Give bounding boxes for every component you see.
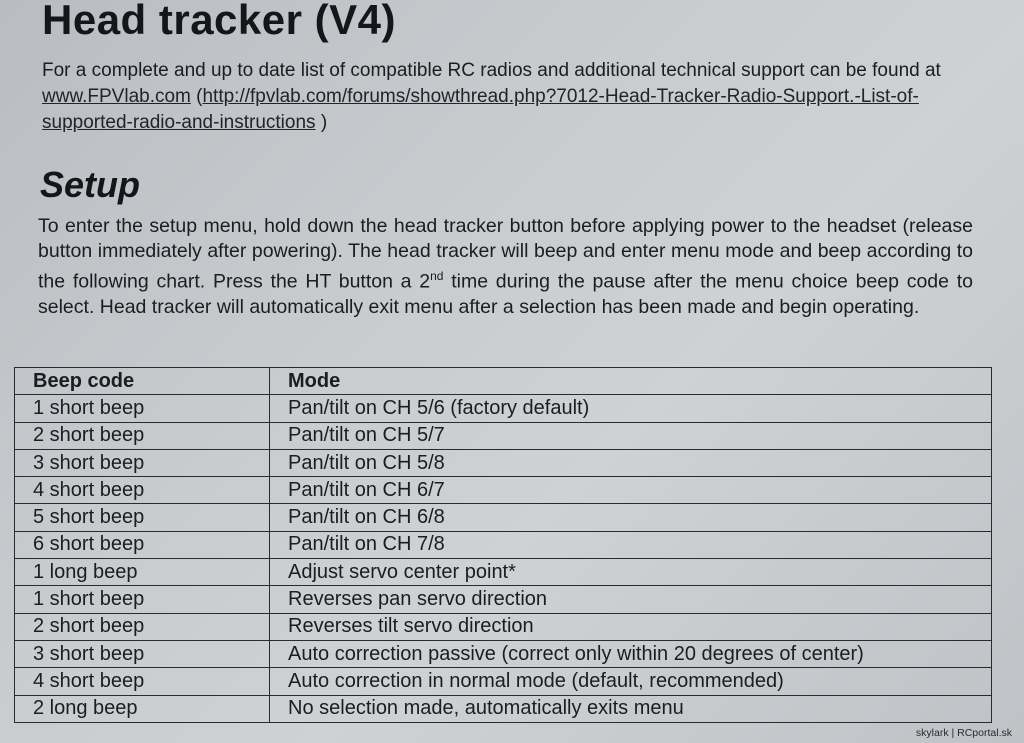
beep-code-cell: 6 short beep [15,531,270,558]
photo-credit: skylark | RCportal.sk [915,727,1012,739]
mode-cell: Pan/tilt on CH 5/6 (factory default) [270,395,992,422]
beep-code-cell: 4 short beep [15,668,270,695]
page-title: Head tracker (V4) [42,0,396,43]
beep-code-cell: 5 short beep [15,504,270,531]
table-row [15,395,992,422]
header-beep-code: Beep code [15,368,270,395]
beep-code-cell: 1 short beep [15,395,270,422]
setup-heading: Setup [40,164,141,205]
fpvlab-forum-link[interactable]: http://fpvlab.com/forums/showthread.php?7012-Head-Tracker-Radio-Support.-List-of-supported-radio-and-instructions [42,86,919,133]
mode-cell: Pan/tilt on CH 6/7 [270,477,992,504]
table-row [15,422,992,449]
beep-code-cell: 2 short beep [15,422,270,449]
mode-cell: Reverses pan servo direction [270,586,992,613]
beep-code-table [14,367,992,723]
table-row [15,613,992,640]
fpvlab-site-link[interactable]: www.FPVlab.com [42,86,191,107]
table-row [15,531,992,558]
table-row [15,668,992,695]
beep-code-cell: 2 long beep [15,695,270,722]
beep-code-cell: 3 short beep [15,449,270,476]
mode-cell: Adjust servo center point* [270,559,992,586]
table-row [15,559,992,586]
beep-code-cell: 1 short beep [15,586,270,613]
mode-cell: Auto correction in normal mode (default, recommended) [270,668,992,695]
beep-code-cell: 2 short beep [15,613,270,640]
table-row [15,504,992,531]
mode-cell: No selection made, automatically exits menu [270,695,992,722]
intro-paragraph: For a complete and up to date list of compatible RC radios and additional technical support can be found at www.FPVlab.com (http://fpvlab.com/forums/showthread.php?7012-Head-Tracker-Radio-Support.-List-of-supported-radio-and-instructions ) [42,60,941,133]
header-mode: Mode [270,368,992,395]
mode-cell: Auto correction passive (correct only within 20 degrees of center) [270,640,992,667]
mode-cell: Pan/tilt on CH 5/7 [270,422,992,449]
table-row [15,477,992,504]
mode-cell: Reverses tilt servo direction [270,613,992,640]
setup-text-part1: To enter the setup menu, hold down the head tracker button before applying power to the headset (release button immediately after powering). The head tracker will beep and enter menu mode and beep according to the following chart. Press the HT button a 2 [38,215,973,293]
intro-text: For a complete and up to date list of compatible RC radios and additional technical support can be found at [42,60,941,81]
beep-code-cell: 1 long beep [15,559,270,586]
setup-text-part2: time during the pause after the menu choice beep code to select. Head tracker will automatically exit menu after a selection has been made and begin operating. [38,270,973,318]
mode-cell: Pan/tilt on CH 7/8 [270,531,992,558]
table-row [15,640,992,667]
mode-cell: Pan/tilt on CH 6/8 [270,504,992,531]
mode-cell: Pan/tilt on CH 5/8 [270,449,992,476]
table-row [15,695,992,722]
setup-paragraph [38,214,973,320]
setup-superscript: nd [430,269,444,283]
table-header-row [15,368,992,395]
table-row [15,449,992,476]
table-row [15,586,992,613]
beep-code-cell: 3 short beep [15,640,270,667]
beep-code-cell: 4 short beep [15,477,270,504]
